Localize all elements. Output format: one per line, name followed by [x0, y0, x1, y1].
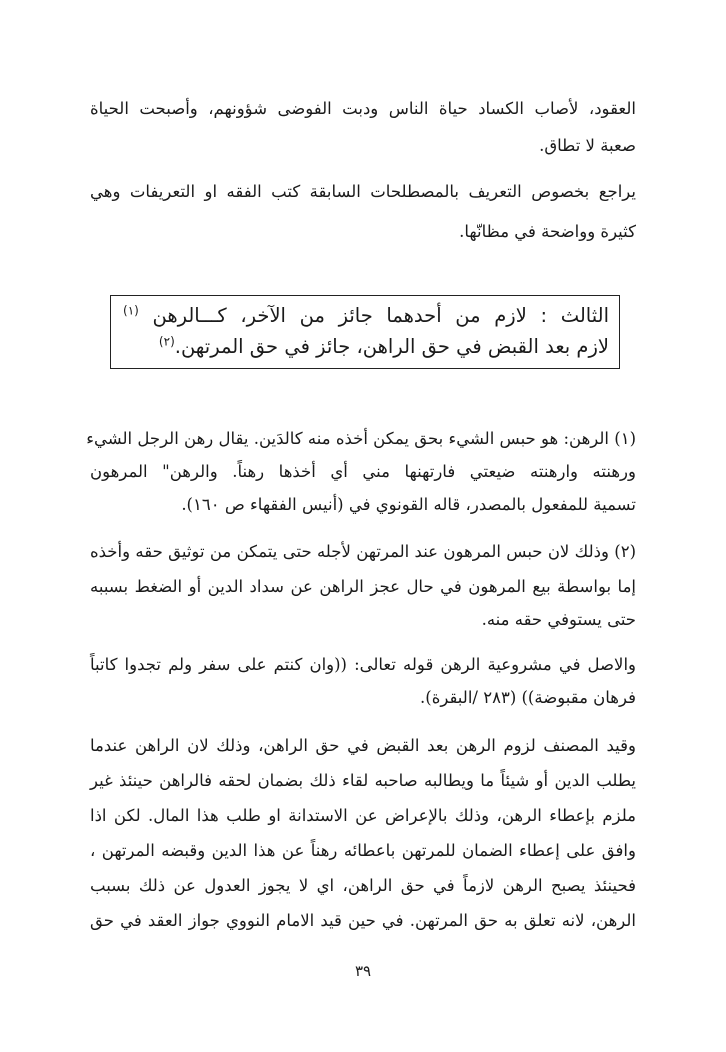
footnote-ref-2: (٢) [158, 334, 175, 349]
paragraph2-line1: يراجع بخصوص التعريف بالمصطلحات السابقة كتب الفقه او التعريفات وهي [90, 182, 636, 201]
paragraph2-line2: كثيرة وواضحة في مظانّها. [459, 222, 636, 241]
footnote-line: (٢) وذلك لان حبس المرهون عند المرتهن لأجله حتى يتمكن من توثيق حقه وأخذه [90, 542, 636, 561]
paragraph1-line2: صعبة لا تطاق. [539, 136, 636, 155]
matn-line2 [123, 331, 609, 362]
footnote-line: فحينئذ يصبح الرهن لازماً في حق الراهن، اي لا يجوز العدول عن ذلك بسبب [90, 876, 636, 895]
matn-line1-text: الثالث : لازم من أحدهما جائز من الآخر، كـــالرهن [152, 304, 609, 327]
footnote-line: فرهان مقبوضة)) (٢٨٣ /البقرة). [420, 688, 636, 707]
matn-line1 [123, 300, 609, 331]
matn-line2-text: لازم بعد القبض في حق الراهن، جائز في حق المرتهن. [174, 335, 609, 358]
matn-text-box [110, 295, 620, 369]
footnote-line: يطلب الدين أو شيئاً ما ويطالبه صاحبه لقاء ذلك بضمان لحقه فالراهن حينئذ غير [90, 771, 636, 790]
footnote-line: حتى يستوفي حقه منه. [481, 610, 636, 629]
footnote-line: إما بواسطة بيع المرهون في حال عجز الراهن عن سداد الدين أو الضغط بسببه [90, 577, 636, 596]
page-number: ٣٩ [354, 962, 372, 980]
paragraph1-line1: العقود، لأصاب الكساد حياة الناس ودبت الفوضى شؤونهم، وأصبحت الحياة [90, 99, 636, 118]
footnote-line: ملزم بإعطاء الرهن، وذلك بالإعراض عن الاستدانة او طلب هذا المال. لكن اذا [90, 806, 636, 825]
footnote-line: ورهنته وارهنته ضيعتي فارتهنها مني أي أخذها رهناً. والرهن" المرهون [90, 462, 636, 481]
footnote-ref-1: (١) [123, 303, 139, 318]
footnote-line: وافق على إعطاء الضمان للمرتهن باعطائه رهناً عن هذا الدين وقبضه المرتهن ، [90, 841, 636, 860]
footnote-line: تسمية للمفعول بالمصدر، قاله القونوي في (أنيس الفقهاء ص ١٦٠). [181, 495, 636, 514]
footnote-line: الرهن، لانه تعلق به حق المرتهن. في حين قيد الامام النووي جواز العقد في حق [90, 911, 636, 930]
footnote-line: (١) الرهن: هو حبس الشيء بحق يمكن أخذه منه كالدَين. يقال رهن الرجل الشيء [86, 429, 636, 448]
footnote-line: والاصل في مشروعية الرهن قوله تعالى: ((وان كنتم على سفر ولم تجدوا كاتباً [90, 655, 636, 674]
footnote-line: وقيد المصنف لزوم الرهن بعد القبض في حق الراهن، وذلك لان الراهن عندما [90, 736, 636, 755]
